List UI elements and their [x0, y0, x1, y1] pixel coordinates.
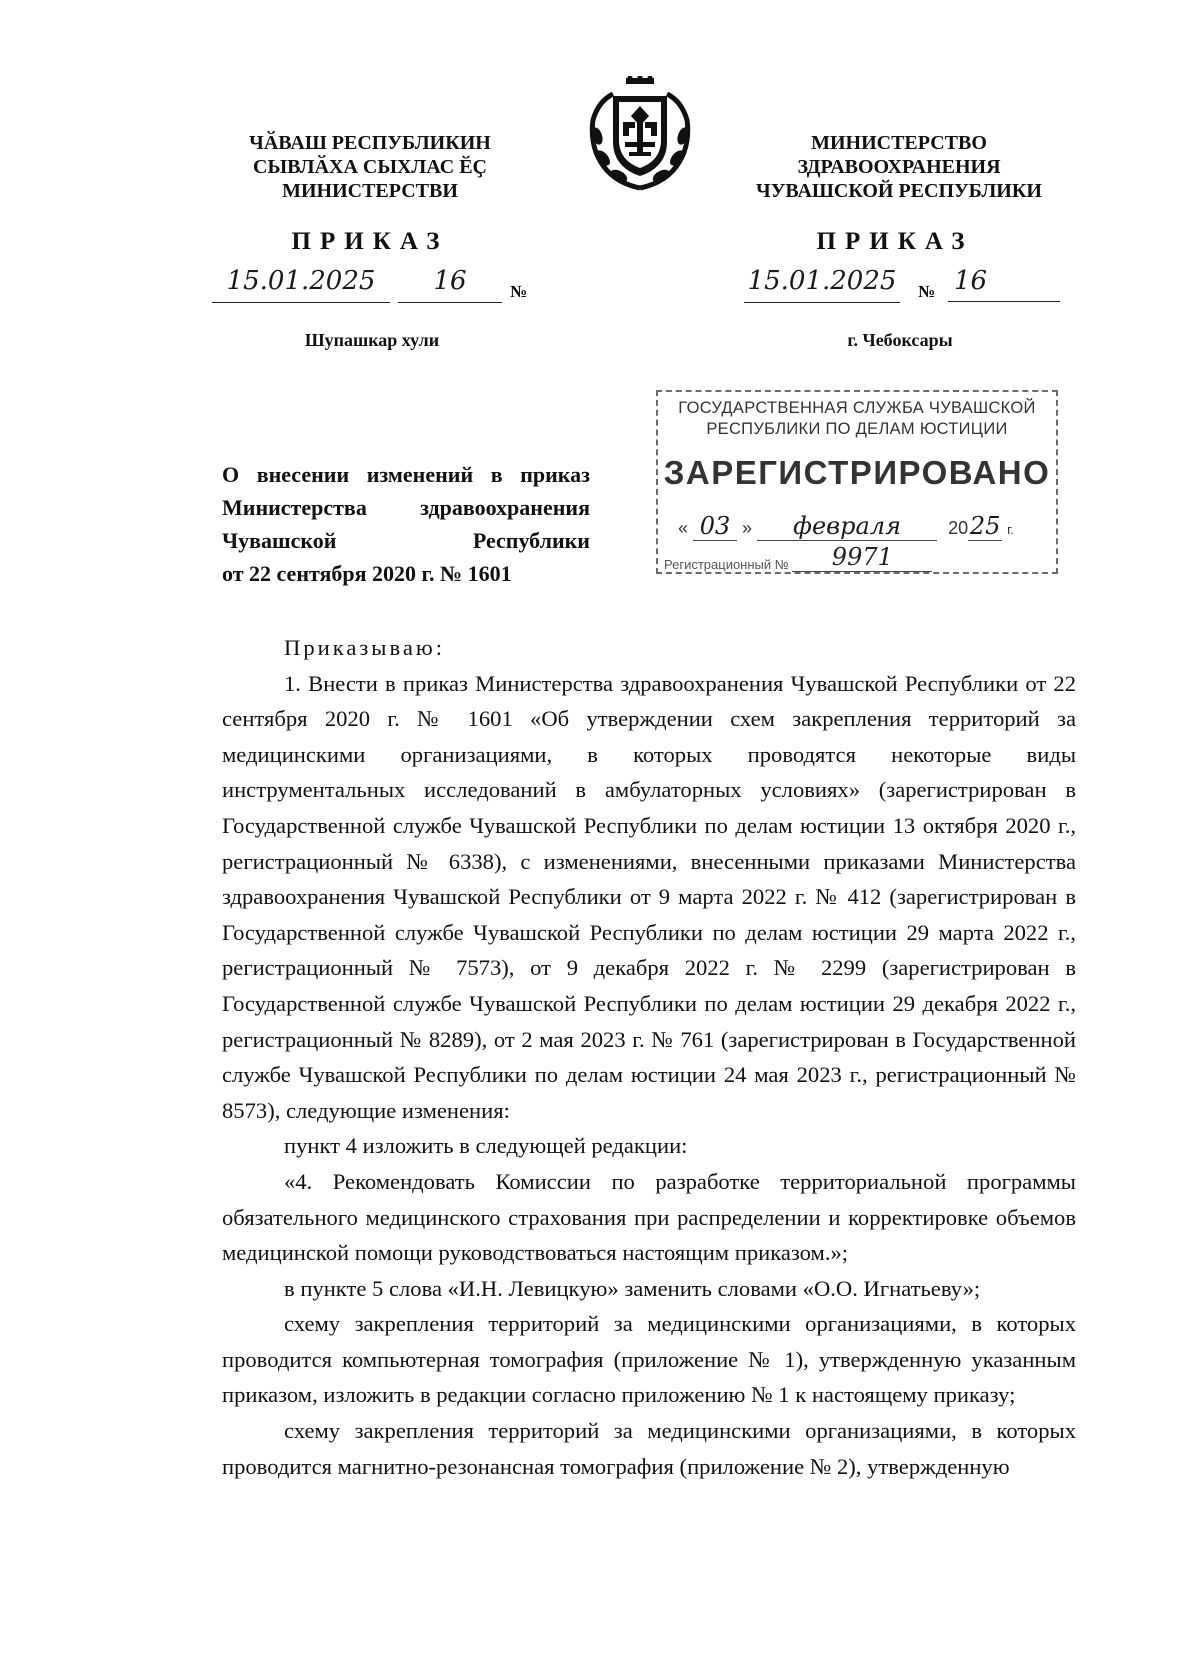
stamp-line: ГОСУДАРСТВЕННАЯ СЛУЖБА ЧУВАШСКОЙ [678, 399, 1036, 417]
stamp-quote-open: « [678, 518, 689, 538]
stamp-year-mark: г. [1007, 522, 1014, 537]
title-line: от 22 сентября 2020 г. № 1601 [222, 561, 512, 586]
city-russian: г. Чебоксары [847, 330, 953, 350]
order-date-right: 15.01.2025 [744, 266, 900, 303]
chuvash-coat-of-arms-icon [583, 76, 697, 194]
header-line: ЧӐВАШ РЕСПУБЛИКИН [249, 132, 491, 154]
number-sign-left: № [510, 282, 528, 301]
registration-stamp [656, 390, 1058, 574]
ministry-name-russian [744, 131, 1054, 203]
stamp-reg-number: 9971 [792, 543, 932, 572]
city-chuvash: Шупашкар хули [304, 330, 440, 350]
title-line: О внесении изменений в приказ [222, 462, 590, 487]
order-directive: Приказываю: [284, 635, 446, 660]
stamp-day: 03 [693, 512, 737, 541]
stamp-reg-label: Регистрационный № [664, 557, 789, 572]
title-line: Чувашской Республики [222, 528, 590, 553]
title-line: Министерства здравоохранения [222, 495, 590, 520]
stamp-quote-close: » [742, 518, 753, 538]
stamp-line: РЕСПУБЛИКИ ПО ДЕЛАМ ЮСТИЦИИ [706, 420, 1008, 438]
body-paragraph: схему закрепления территорий за медицинскими организациями, в которых проводится магнитно-резонансная томография (приложение № 2), утвержденную [222, 1418, 1076, 1479]
body-paragraph: «4. Рекомендовать Комиссии по разработке территориальной программы обязательного медицинского страхования при распределении и корректировке объемов медицинской помощи руководствоваться настоящим приказом.»; [222, 1168, 1076, 1266]
header-line: МИНИСТЕРСТВИ [282, 180, 458, 202]
ministry-name-chuvash [220, 131, 520, 203]
number-sign-right: № [918, 282, 936, 301]
stamp-date-row [678, 512, 1014, 541]
header-line: ЗДРАВООХРАНЕНИЯ [797, 156, 1001, 178]
stamp-authority [658, 398, 1056, 440]
header-line: ЧУВАШСКОЙ РЕСПУБЛИКИ [756, 180, 1042, 202]
stamp-year-suffix: 25 [969, 512, 1001, 540]
header-line: СЫВЛӐХА СЫХЛАС ӖҪ [253, 156, 487, 178]
stamp-month: февраля [757, 512, 937, 541]
order-heading-right: ПРИКАЗ [816, 228, 974, 255]
stamp-reg-row [664, 543, 932, 576]
stamp-year-prefix: 20 [948, 518, 969, 538]
body-paragraph: схему закрепления территорий за медицинскими организациями, в которых проводится компьютерная томография (приложение № 1), утвержденную указанным приказом, изложить в редакции согласно приложению № 1 к настоящему приказу; [222, 1311, 1076, 1408]
body-paragraph: пункт 4 изложить в следующей редакции: [284, 1133, 688, 1159]
order-title [222, 458, 590, 590]
body-paragraph: 1. Внести в приказ Министерства здравоохранения Чувашской Республики от 22 сентября 2020 г. № 1601 «Об утверждении схем закрепления территорий за медицинскими организациями, в которых проводятся некоторые виды инструментальных исследований в амбулаторных условиях» (зарегистрирован в Государственной службе Чувашской Республики по делам юстиции 13 октября 2020 г., регистрационный № 6338), с изменениями, внесенными приказами Министерства здравоохранения Чувашской Республики от 9 марта 2022 г. № 412 (зарегистрирован в Государственной службе Чувашской Республики по делам юстиции 29 марта 2022 г., регистрационный № 7573), от 9 декабря 2022 г. № 2299 (зарегистрирован в Государственной службе Чувашской Республики по делам юстиции 29 декабря 2022 г., регистрационный № 8289), от 2 мая 2023 г. № 761 (зарегистрирован в Государственной службе Чувашской Республики по делам юстиции 24 мая 2023 г., регистрационный № 8573), следующие изменения: [222, 670, 1076, 1123]
stamp-status: ЗАРЕГИСТРИРОВАНО [663, 454, 1051, 491]
order-date-left: 15.01.2025 [212, 266, 390, 303]
body-paragraph: в пункте 5 слова «И.Н. Левицкую» заменить словами «О.О. Игнатьеву»; [284, 1275, 981, 1301]
order-heading-left: ПРИКАЗ [291, 228, 449, 255]
order-number-right: 16 [948, 266, 1060, 302]
order-body [222, 630, 1076, 1484]
header-line: МИНИСТЕРСТВО [811, 132, 987, 154]
order-number-left: 16 [398, 266, 502, 303]
